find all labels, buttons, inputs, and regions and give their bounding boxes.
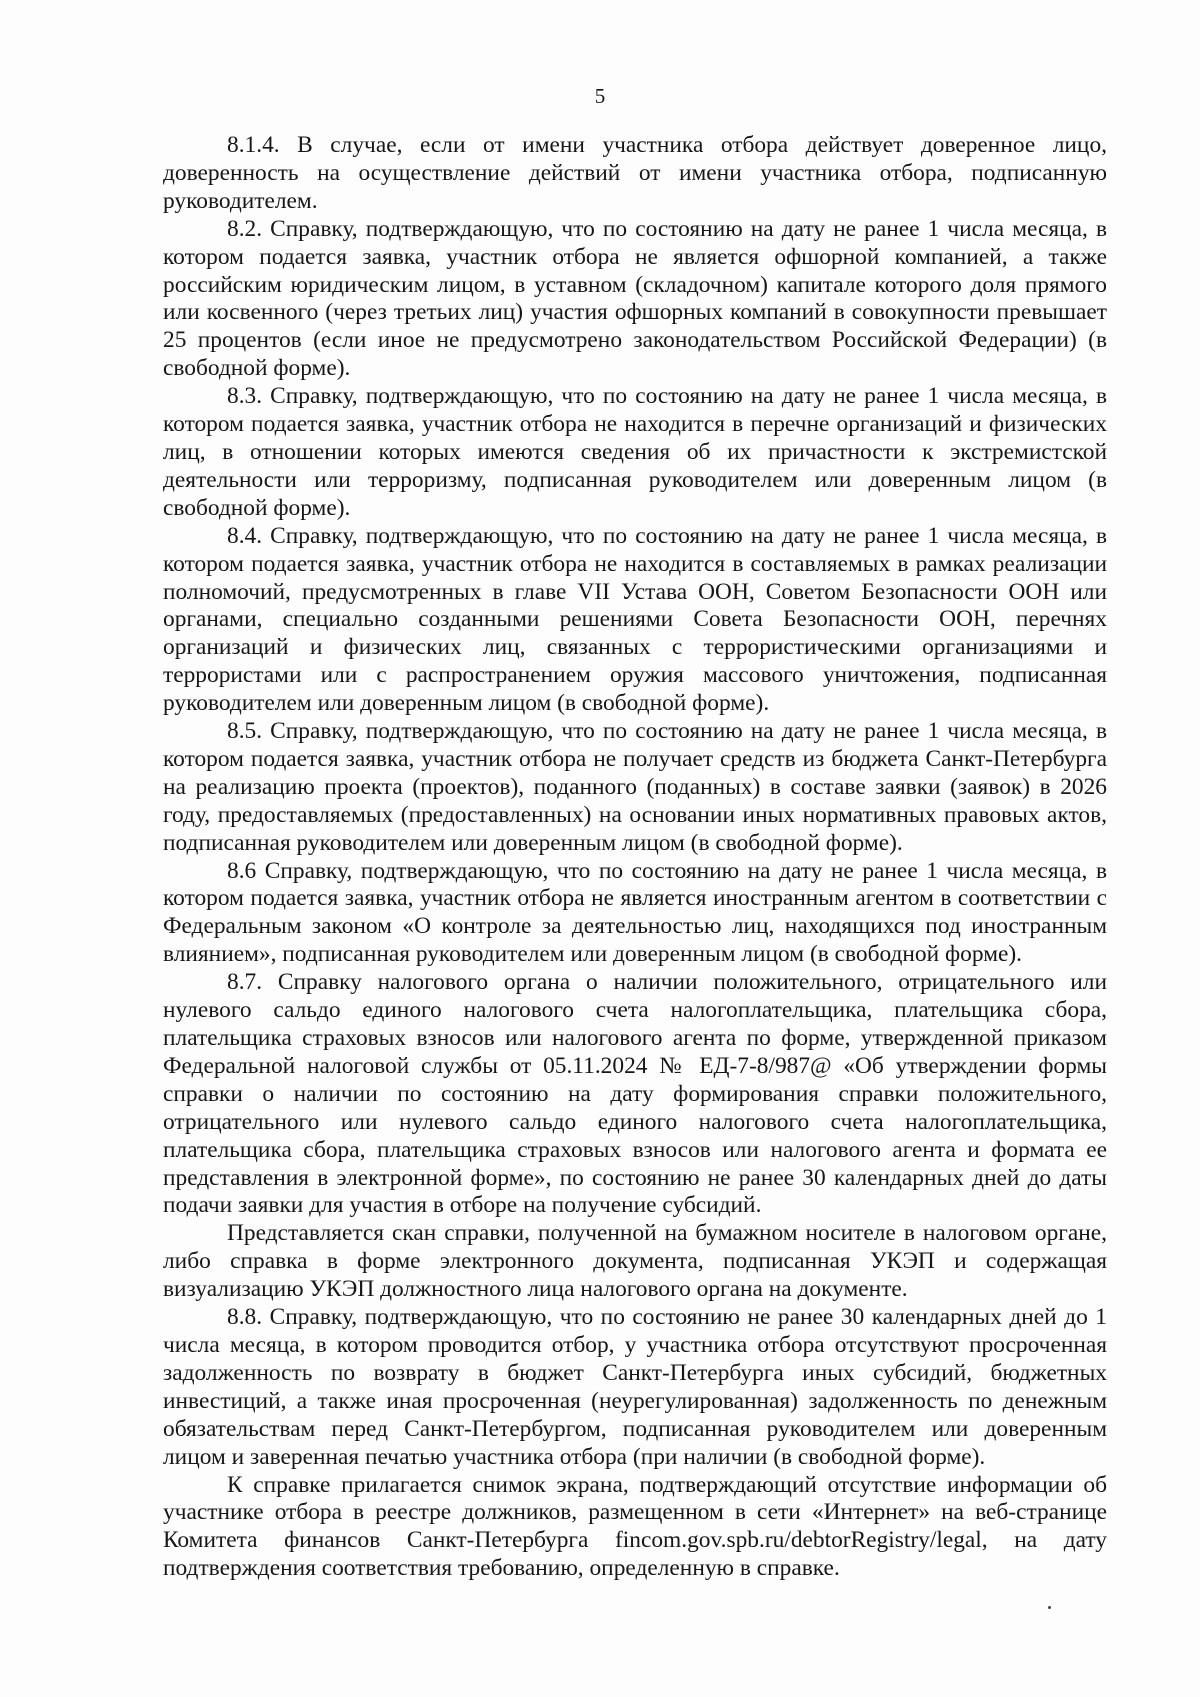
paragraph-8-7: 8.7. Справку налогового органа о наличии положительного, отрицательного или нулевого сальдо единого налогового счета налогоплательщика, плательщика сбора, плательщика страховых взносов или налогового агента по форме, утвержденной приказом Федеральной налоговой службы от 05.11.2024 № ЕД-7-8/987@ «Об утверждении формы справки о наличии по состоянию на дату формирования справки положительного, отрицательного или нулевого сальдо единого налогового счета налогоплательщика, плательщика сбора, плательщика страховых взносов или налогового агента и формата ее представления в электронной форме», по состоянию не ранее 30 календарных дней до даты подачи заявки для участия в отборе на получение субсидий. (163, 969, 1107, 1219)
paragraph-8-8-screenshot-note: К справке прилагается снимок экрана, подтверждающий отсутствие информации об участнике отбора в реестре должников, размещенном в сети «Интернет» на веб-странице Комитета финансов Санкт-Петербурга fincom.gov.spb.ru/debtorRegistry/legal, на дату подтверждения соответствия требованию, определенную в справке. (163, 1471, 1107, 1582)
paragraph-8-4: 8.4. Справку, подтверждающую, что по состоянию на дату не ранее 1 числа месяца, в котором подается заявка, участник отбора не находится в составляемых в рамках реализации полномочий, предусмотренных в главе VII Устава ООН, Советом Безопасности ООН или органами, специально созданными решениями Совета Безопасности ООН, перечнях организаций и физических лиц, связанных с террористическими организациями и террористами или с распространением оружия массового уничтожения, подписанная руководителем или доверенным лицом (в свободной форме). (163, 522, 1107, 717)
paragraph-8-7-scan-note: Представляется скан справки, полученной на бумажном носителе в налоговом органе, либо справка в форме электронного документа, подписанная УКЭП и содержащая визуализацию УКЭП должностного лица налогового органа на документе. (163, 1220, 1107, 1303)
document-body (163, 132, 1107, 1583)
paragraph-8-6: 8.6 Справку, подтверждающую, что по состоянию на дату не ранее 1 числа месяца, в котором подается заявка, участник отбора не является иностранным агентом в соответствии с Федеральным законом «О контроле за деятельностью лиц, находящихся под иностранным влиянием», подписанная руководителем или доверенным лицом (в свободной форме). (163, 857, 1107, 968)
paragraph-8-8: 8.8. Справку, подтверждающую, что по состоянию не ранее 30 календарных дней до 1 числа месяца, в котором проводится отбор, у участника отбора отсутствуют просроченная задолженность по возврату в бюджет Санкт-Петербурга иных субсидий, бюджетных инвестиций, а также иная просроченная (неурегулированная) задолженность по денежным обязательствам перед Санкт-Петербургом, подписанная руководителем или доверенным лицом и заверенная печатью участника отбора (при наличии (в свободной форме). (163, 1304, 1107, 1470)
paragraph-8-3: 8.3. Справку, подтверждающую, что по состоянию на дату не ранее 1 числа месяца, в котором подается заявка, участник отбора не находится в перечне организаций и физических лиц, в отношении которых имеются сведения об их причастности к экстремистской деятельности или терроризму, подписанная руководителем или доверенным лицом (в свободной форме). (163, 383, 1107, 521)
paragraph-8-2: 8.2. Справку, подтверждающую, что по состоянию на дату не ранее 1 числа месяца, в котором подается заявка, участник отбора не является офшорной компанией, а также российским юридическим лицом, в уставном (складочном) капитале которого доля прямого или косвенного (через третьих лиц) участия офшорных компаний в совокупности превышает 25 процентов (если иное не предусмотрено законодательством Российской Федерации) (в свободной форме). (163, 215, 1107, 382)
paragraph-8-1-4: 8.1.4. В случае, если от имени участника отбора действует доверенное лицо, доверенность на осуществление действий от имени участника отбора, подписанную руководителем. (163, 132, 1107, 214)
paragraph-8-5: 8.5. Справку, подтверждающую, что по состоянию на дату не ранее 1 числа месяца, в котором подается заявка, участник отбора не получает средств из бюджета Санкт-Петербурга на реализацию проекта (проектов), поданного (поданных) в составе заявки (заявок) в 2026 году, предоставляемых (предоставленных) на основании иных нормативных правовых актов, подписанная руководителем или доверенным лицом (в свободной форме). (163, 718, 1107, 856)
scan-speck (1048, 1606, 1051, 1609)
page-number: 5 (594, 84, 606, 108)
